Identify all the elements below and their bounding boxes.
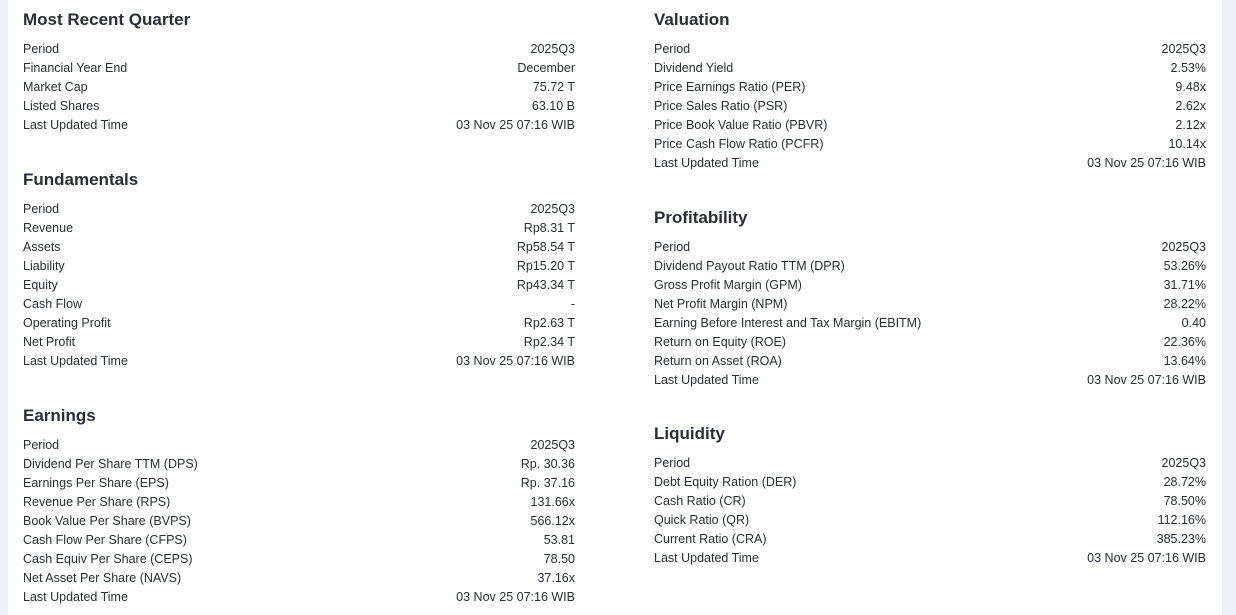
stat-label: Financial Year End bbox=[23, 61, 128, 76]
stat-row-dividend-yield bbox=[654, 59, 1206, 78]
section-title: Fundamentals bbox=[23, 170, 139, 189]
section-liquidity bbox=[654, 423, 1206, 567]
stat-label: Net Profit Margin (NPM) bbox=[654, 297, 788, 312]
stat-value: 31.71% bbox=[1163, 278, 1206, 293]
stat-value: 03 Nov 25 07:16 WIB bbox=[1087, 155, 1206, 170]
stat-value: 63.10 B bbox=[531, 99, 575, 114]
stat-label: Revenue bbox=[23, 221, 74, 236]
stat-value: 75.72 T bbox=[532, 80, 575, 95]
stat-value: 566.12x bbox=[530, 514, 575, 528]
stat-row-earnings-per-share-eps bbox=[23, 474, 575, 493]
stat-row-price-earnings-ratio-per bbox=[654, 78, 1206, 97]
stat-row-net-asset-per-share-navs bbox=[23, 568, 575, 587]
stat-label: Price Book Value Ratio (PBVR) bbox=[654, 118, 828, 132]
stat-label: Cash Ratio (CR) bbox=[654, 494, 746, 509]
stat-row-market-cap bbox=[23, 78, 575, 97]
stat-row-last-updated-time bbox=[23, 587, 575, 606]
stat-row-operating-profit bbox=[23, 313, 575, 332]
stat-value: 03 Nov 25 07:16 WIB bbox=[1087, 550, 1206, 565]
stat-row-return-on-equity-roe bbox=[654, 332, 1206, 351]
key-stats-panel bbox=[8, 0, 1222, 615]
stat-value: 2.53% bbox=[1170, 61, 1206, 76]
stat-label: Market Cap bbox=[23, 80, 88, 95]
stat-row-earning-before-interest-and-tax-margin-ebitm bbox=[654, 314, 1206, 333]
stat-rows bbox=[23, 436, 575, 606]
stat-value: 2.62x bbox=[1175, 99, 1206, 114]
stat-label: Quick Ratio (QR) bbox=[654, 513, 750, 528]
stat-row-period bbox=[23, 436, 575, 455]
stat-value: 9.48x bbox=[1175, 80, 1206, 95]
stat-rows bbox=[654, 40, 1206, 172]
stat-row-net-profit bbox=[23, 332, 575, 351]
stat-row-period bbox=[654, 454, 1206, 473]
stat-label: Liability bbox=[23, 259, 65, 274]
stat-label: Period bbox=[654, 240, 691, 255]
stat-label: Debt Equity Ration (DER) bbox=[654, 475, 797, 490]
stat-row-period bbox=[654, 40, 1206, 59]
stat-row-dividend-per-share-ttm-dps bbox=[23, 455, 575, 474]
stat-row-cash-ratio-cr bbox=[654, 492, 1206, 511]
section-title: Earnings bbox=[23, 406, 96, 425]
stat-label: Equity bbox=[23, 278, 58, 292]
stat-row-cash-equiv-per-share-ceps bbox=[23, 549, 575, 568]
stat-value: Rp. 37.16 bbox=[520, 476, 575, 491]
stat-label: Dividend Payout Ratio TTM (DPR) bbox=[654, 259, 845, 274]
stat-row-period bbox=[23, 200, 575, 219]
stat-row-period bbox=[23, 40, 575, 59]
stat-value: Rp2.63 T bbox=[523, 315, 575, 330]
stat-label: Cash Equiv Per Share (CEPS) bbox=[23, 551, 193, 566]
stat-value: 37.16x bbox=[537, 570, 575, 585]
stat-label: Return on Asset (ROA) bbox=[654, 353, 782, 368]
section-valuation bbox=[654, 9, 1206, 172]
stat-rows bbox=[23, 200, 575, 370]
stat-rows bbox=[654, 454, 1206, 567]
stat-label: Earnings Per Share (EPS) bbox=[23, 476, 169, 491]
stat-row-financial-year-end bbox=[23, 59, 575, 78]
stat-value: 2025Q3 bbox=[530, 42, 575, 57]
stat-value: 53.81 bbox=[543, 532, 575, 547]
stat-label: Book Value Per Share (BVPS) bbox=[23, 514, 191, 528]
stat-label: Current Ratio (CRA) bbox=[654, 532, 767, 546]
stat-label: Gross Profit Margin (GPM) bbox=[654, 278, 802, 293]
stat-row-dividend-payout-ratio-ttm-dpr bbox=[654, 257, 1206, 276]
stat-row-listed-shares bbox=[23, 97, 575, 116]
stat-label: Cash Flow bbox=[23, 296, 83, 311]
stat-value: Rp58.54 T bbox=[516, 240, 575, 255]
stat-label: Listed Shares bbox=[23, 99, 100, 114]
stat-value: 78.50% bbox=[1163, 494, 1206, 509]
stat-row-net-profit-margin-npm bbox=[654, 295, 1206, 314]
stat-value: 2025Q3 bbox=[1161, 42, 1206, 57]
stat-value: - bbox=[570, 296, 575, 311]
stat-label: Period bbox=[654, 42, 691, 57]
stat-value: 13.64% bbox=[1163, 353, 1206, 368]
stat-value: 22.36% bbox=[1163, 334, 1206, 349]
stat-row-last-updated-time bbox=[654, 153, 1206, 172]
stat-value: Rp15.20 T bbox=[516, 259, 575, 274]
stat-row-debt-equity-ration-der bbox=[654, 473, 1206, 492]
stat-row-price-book-value-ratio-pbvr bbox=[654, 116, 1206, 135]
stat-value: 28.72% bbox=[1163, 475, 1206, 490]
stat-row-last-updated-time bbox=[23, 351, 575, 370]
section-title: Profitability bbox=[654, 208, 748, 227]
stat-label: Period bbox=[654, 456, 691, 471]
stat-label: Last Updated Time bbox=[23, 353, 128, 368]
section-earnings bbox=[23, 405, 575, 606]
stat-value: Rp. 30.36 bbox=[520, 457, 575, 472]
stat-label: Earning Before Interest and Tax Margin (EBITM) bbox=[654, 316, 922, 330]
stat-label: Period bbox=[23, 202, 60, 217]
stat-label: Period bbox=[23, 438, 60, 453]
stat-label: Net Profit bbox=[23, 334, 76, 349]
stat-value: 2025Q3 bbox=[1161, 240, 1206, 255]
stat-row-price-sales-ratio-psr bbox=[654, 97, 1206, 116]
stat-row-revenue bbox=[23, 219, 575, 238]
stat-label: Last Updated Time bbox=[23, 118, 128, 132]
stat-row-book-value-per-share-bvps bbox=[23, 512, 575, 531]
stat-value: 0.40 bbox=[1181, 316, 1206, 330]
stat-row-price-cash-flow-ratio-pcfr bbox=[654, 134, 1206, 153]
stat-row-last-updated-time bbox=[23, 116, 575, 135]
stat-value: 53.26% bbox=[1163, 259, 1206, 274]
stat-value: Rp2.34 T bbox=[523, 334, 575, 349]
stat-value: 03 Nov 25 07:16 WIB bbox=[456, 589, 575, 604]
stat-value: 385.23% bbox=[1156, 532, 1206, 546]
stat-row-liability bbox=[23, 257, 575, 276]
stat-row-assets bbox=[23, 238, 575, 257]
stat-row-current-ratio-cra bbox=[654, 530, 1206, 549]
stat-value: 2025Q3 bbox=[530, 438, 575, 453]
stat-row-return-on-asset-roa bbox=[654, 351, 1206, 370]
section-title: Most Recent Quarter bbox=[23, 10, 191, 29]
section-title: Valuation bbox=[654, 10, 730, 29]
stat-value: 03 Nov 25 07:16 WIB bbox=[456, 353, 575, 368]
stat-value: December bbox=[517, 61, 575, 76]
stat-value: Rp43.34 T bbox=[516, 278, 575, 292]
stat-label: Price Cash Flow Ratio (PCFR) bbox=[654, 136, 824, 151]
stat-label: Dividend Yield bbox=[654, 61, 734, 76]
stat-value: 2025Q3 bbox=[1161, 456, 1206, 471]
stat-rows bbox=[654, 238, 1206, 389]
stat-row-gross-profit-margin-gpm bbox=[654, 276, 1206, 295]
section-title: Liquidity bbox=[654, 424, 725, 443]
stat-row-last-updated-time bbox=[654, 548, 1206, 567]
stat-value: Rp8.31 T bbox=[523, 221, 575, 236]
stat-row-quick-ratio-qr bbox=[654, 511, 1206, 530]
stat-label: Last Updated Time bbox=[654, 155, 759, 170]
stat-value: 2025Q3 bbox=[530, 202, 575, 217]
stat-label: Revenue Per Share (RPS) bbox=[23, 495, 171, 510]
stat-label: Last Updated Time bbox=[654, 550, 759, 565]
stat-label: Cash Flow Per Share (CFPS) bbox=[23, 532, 187, 547]
stat-value: 03 Nov 25 07:16 WIB bbox=[456, 118, 575, 132]
stat-label: Assets bbox=[23, 240, 61, 255]
stat-label: Last Updated Time bbox=[23, 589, 128, 604]
section-fundamentals bbox=[23, 169, 575, 370]
stat-row-cash-flow bbox=[23, 294, 575, 313]
stat-label: Price Earnings Ratio (PER) bbox=[654, 80, 806, 95]
stat-rows bbox=[23, 40, 575, 134]
stat-label: Last Updated Time bbox=[654, 372, 759, 387]
stat-value: 112.16% bbox=[1157, 513, 1206, 528]
section-most-recent-quarter bbox=[23, 9, 575, 134]
stat-row-last-updated-time bbox=[654, 370, 1206, 389]
stat-row-period bbox=[654, 238, 1206, 257]
stat-row-cash-flow-per-share-cfps bbox=[23, 530, 575, 549]
stat-value: 2.12x bbox=[1175, 118, 1206, 132]
stat-label: Operating Profit bbox=[23, 315, 111, 330]
stat-value: 78.50 bbox=[543, 551, 575, 566]
stat-value: 03 Nov 25 07:16 WIB bbox=[1087, 372, 1206, 387]
stat-label: Dividend Per Share TTM (DPS) bbox=[23, 457, 198, 472]
stat-value: 131.66x bbox=[530, 495, 575, 510]
stat-row-revenue-per-share-rps bbox=[23, 493, 575, 512]
stat-value: 28.22% bbox=[1163, 297, 1206, 312]
stat-row-equity bbox=[23, 276, 575, 295]
stat-label: Return on Equity (ROE) bbox=[654, 334, 786, 349]
stat-label: Net Asset Per Share (NAVS) bbox=[23, 570, 182, 585]
stat-label: Price Sales Ratio (PSR) bbox=[654, 99, 788, 114]
section-profitability bbox=[654, 207, 1206, 389]
stat-label: Period bbox=[23, 42, 60, 57]
stat-value: 10.14x bbox=[1168, 136, 1206, 151]
